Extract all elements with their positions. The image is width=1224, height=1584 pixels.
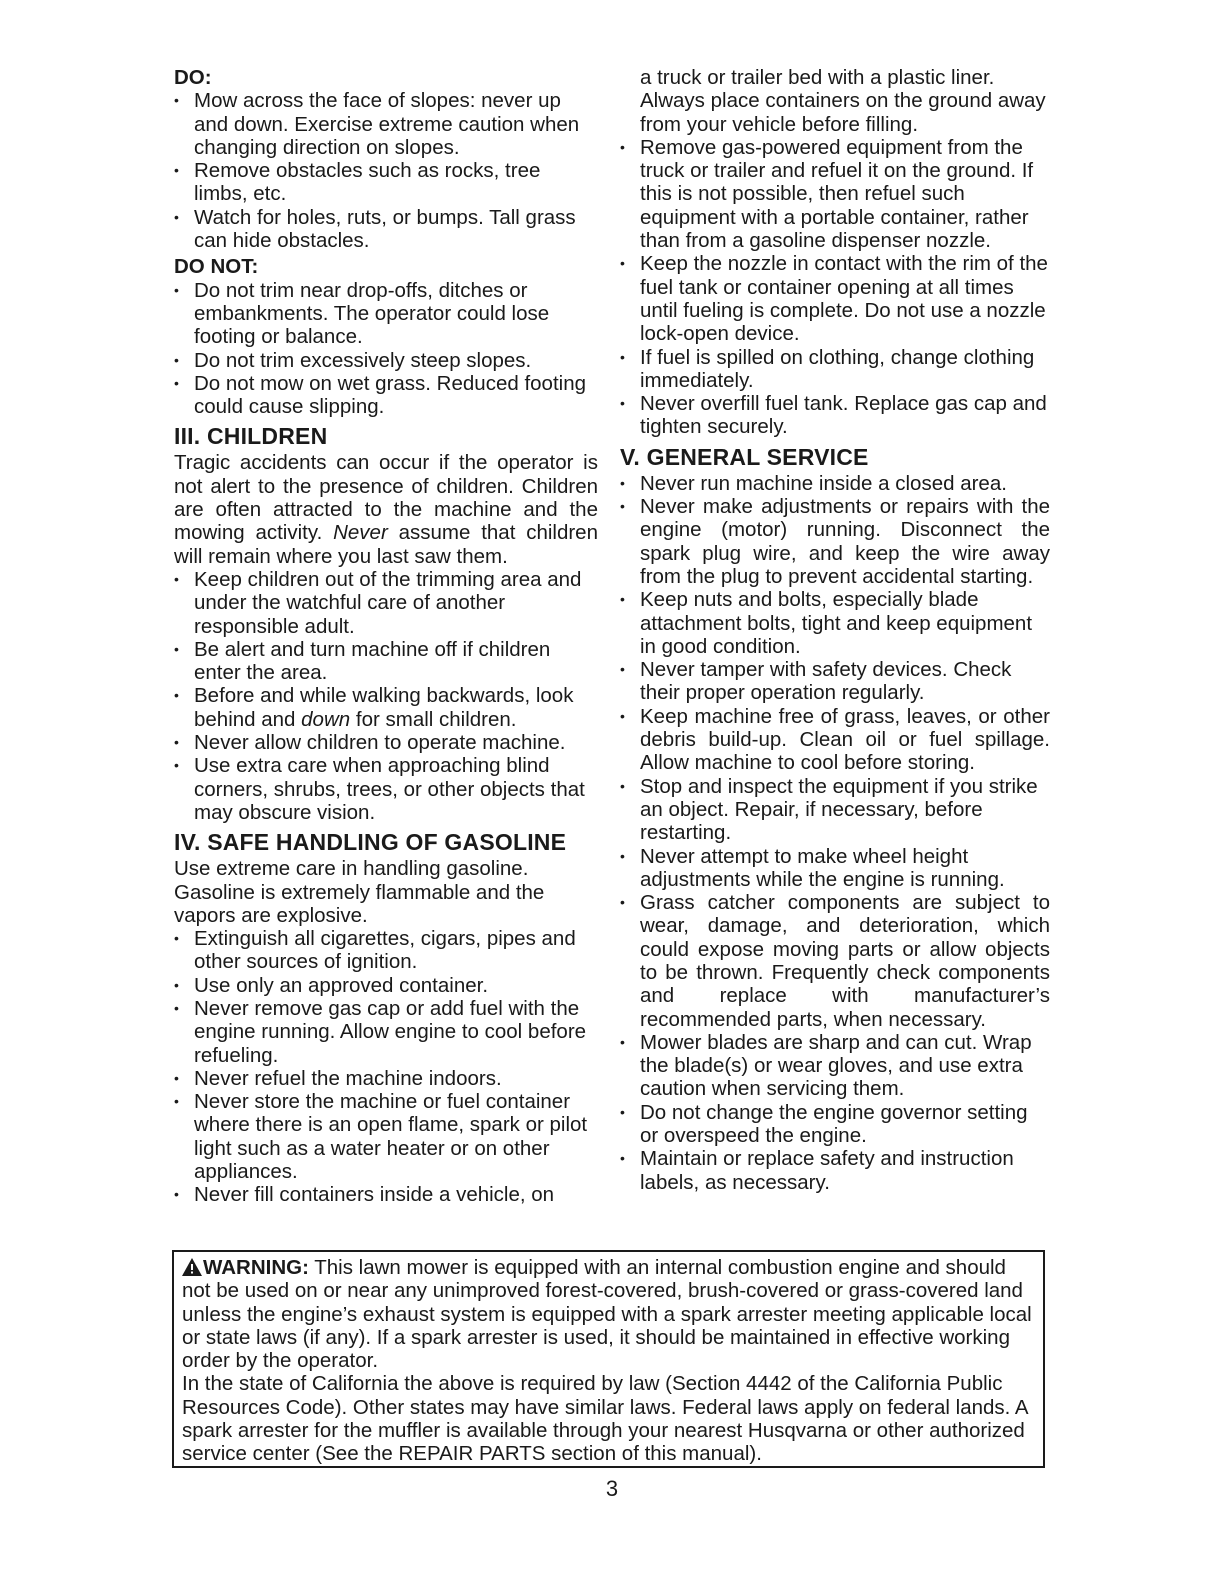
section-heading-gasoline: IV. SAFE HANDLING OF GASOLINE	[174, 829, 567, 856]
list-item: • Stop and inspect the equipment if you strike an object. Repair, if necessary, before restarting.	[620, 775, 1050, 845]
list-item: • Maintain or replace safety and instruction labels, as necessary.	[620, 1147, 1050, 1194]
list-item: • Never allow children to operate machine.	[174, 731, 598, 754]
list-item: • Never store the machine or fuel container where there is an open flame, spark or pilot light such as a water heater or on other appliances.	[174, 1090, 598, 1183]
item-text: Before and while walking backwards, look behind and	[194, 684, 574, 731]
intro-emphasis: Never	[333, 521, 388, 545]
list-item: • Never tamper with safety devices. Check their proper operation regularly.	[620, 658, 1050, 705]
list-item: • Use only an approved container.	[174, 974, 598, 997]
warning-text: This lawn mower is equipped with an internal combustion engine and should not be used on or near any unimproved forest-covered, brush-covered or grass-covered land unless the engine’s exhaust system is equipped with a spark arrester meeting applicable local or state laws (if any). If a spark arrester is used, it should be maintained in effective working order by the operator.	[182, 1256, 1032, 1373]
gasoline-list	[174, 927, 598, 1207]
do-list	[174, 89, 598, 252]
list-item: • Watch for holes, ruts, or bumps. Tall grass can hide obstacles.	[174, 206, 598, 253]
list-item: • Remove obstacles such as rocks, tree limbs, etc.	[174, 159, 598, 206]
list-item: • Be alert and turn machine off if children enter the area.	[174, 638, 598, 685]
list-item: • Keep children out of the trimming area and under the watchful care of another responsible adult.	[174, 568, 598, 638]
children-list	[174, 568, 598, 824]
children-intro	[174, 451, 598, 567]
list-item: • Keep the nozzle in contact with the rim of the fuel tank or container opening at all times until fueling is complete. Do not use a nozzle lock-open device.	[620, 252, 1050, 345]
service-list	[620, 472, 1050, 1194]
list-item: • Never overfill fuel tank. Replace gas cap and tighten securely.	[620, 392, 1050, 439]
list-item: • Use extra care when approaching blind corners, shrubs, trees, or other objects that may obscure vision.	[174, 754, 598, 824]
list-item: • Never attempt to make wheel height adjustments while the engine is running.	[620, 845, 1050, 892]
section-heading-children: III. CHILDREN	[174, 423, 328, 450]
warning-triangle-icon	[182, 1258, 202, 1276]
list-item: • Do not mow on wet grass. Reduced footing could cause slipping.	[174, 372, 598, 419]
item-text: for small children.	[350, 707, 517, 731]
list-item: • Never remove gas cap or add fuel with the engine running. Allow engine to cool before refueling.	[174, 997, 598, 1067]
item-emphasis: down	[301, 707, 351, 731]
list-item: • If fuel is spilled on clothing, change clothing immediately.	[620, 346, 1050, 393]
do-not-label: DO NOT:	[174, 255, 259, 279]
gasoline-list-continued	[620, 136, 1050, 439]
section-heading-general-service: V. GENERAL SERVICE	[620, 443, 869, 470]
list-item: • Do not trim excessively steep slopes.	[174, 349, 598, 372]
left-column	[174, 66, 598, 1210]
list-item	[174, 684, 598, 731]
warning-label: WARNING:	[203, 1256, 309, 1279]
list-item: • Never fill containers inside a vehicle, on	[174, 1183, 598, 1206]
list-item: • Do not change the engine governor setting or overspeed the engine.	[620, 1101, 1050, 1148]
gasoline-continued: a truck or trailer bed with a plastic liner. Always place containers on the ground away from your vehicle before filling.	[640, 66, 1046, 136]
list-item: • Keep machine free of grass, leaves, or other debris build-up. Clean oil or fuel spillage. Allow machine to cool before storing.	[620, 705, 1050, 775]
list-item: • Remove gas-powered equipment from the truck or trailer and refuel it on the ground. If this is not possible, then refuel such equipment with a portable container, rather than from a gasoline dispenser nozzle.	[620, 136, 1050, 252]
warning-box	[172, 1250, 1045, 1468]
list-item: • Mower blades are sharp and can cut. Wrap the blade(s) or wear gloves, and use extra caution when servicing them.	[620, 1031, 1050, 1101]
warning-paragraph-2: In the state of California the above is required by law (Section 4442 of the California Public Resources Code). Other states may have similar laws. Federal laws apply on federal lands. A spark arrester for the muffler is available through your nearest Husqvarna or other authorized service center (See the REPAIR PARTS section of this manual).	[182, 1372, 1028, 1466]
gasoline-intro: Use extreme care in handling gasoline. Gasoline is extremely flammable and the vapors are explosive.	[174, 857, 545, 927]
list-item: • Never refuel the machine indoors.	[174, 1067, 598, 1090]
right-column	[620, 66, 1050, 1197]
list-item: • Extinguish all cigarettes, cigars, pipes and other sources of ignition.	[174, 927, 598, 974]
page-number: 3	[605, 1476, 619, 1501]
do-label: DO:	[174, 66, 212, 89]
list-item: • Do not trim near drop-offs, ditches or embankments. The operator could lose footing or balance.	[174, 279, 598, 349]
intro-text: Tragic accidents can occur if the operator is not alert to the presence of children. Children are often attracted to the machine and the mowing activity.	[174, 451, 598, 545]
list-item: • Never make adjustments or repairs with the engine (motor) running. Disconnect the spark plug wire, and keep the wire away from the plug to prevent accidental starting.	[620, 495, 1050, 588]
warning-paragraph	[182, 1256, 1035, 1372]
list-item: • Never run machine inside a closed area.	[620, 472, 1050, 495]
list-item: • Keep nuts and bolts, especially blade attachment bolts, tight and keep equipment in good condition.	[620, 588, 1050, 658]
list-item: • Mow across the face of slopes: never up and down. Exercise extreme caution when changing direction on slopes.	[174, 89, 598, 159]
intro-text: assume that children will remain where you last saw them.	[174, 521, 598, 568]
list-item: • Grass catcher components are subject to wear, damage, and deterioration, which could expose moving parts or allow objects to be thrown. Frequently check components and replace with manufacturer’s recommended parts, when necessary.	[620, 891, 1050, 1031]
do-not-list	[174, 279, 598, 419]
